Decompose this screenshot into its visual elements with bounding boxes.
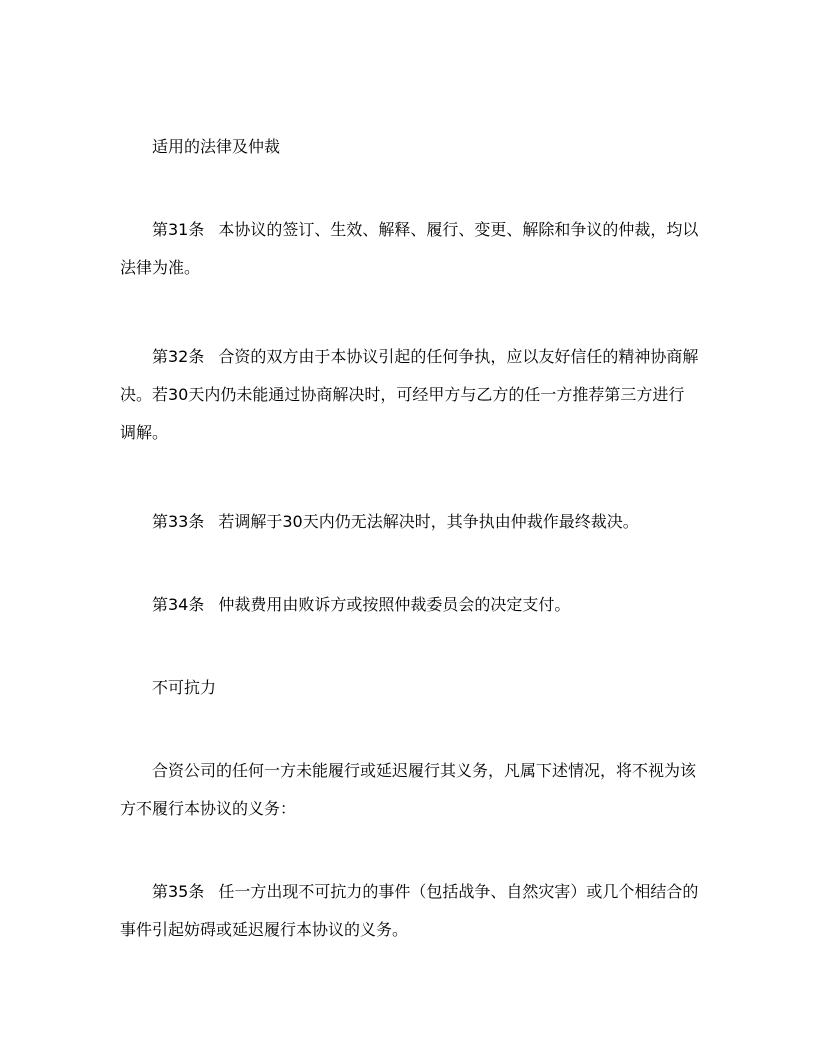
article-number: 第31条	[152, 220, 205, 239]
section-heading-force-majeure: 不可抗力	[152, 678, 217, 697]
force-majeure-intro: 合资公司的任何一方未能履行或延迟履行其义务，凡属下述情况，将不视为该方不履行本协议的义务：	[120, 761, 697, 818]
article-number: 第33条	[152, 512, 205, 531]
article-text: 仲裁费用由败诉方或按照仲裁委员会的决定支付。	[218, 595, 571, 614]
section-heading-law-arbitration: 适用的法律及仲裁	[152, 137, 281, 156]
article-text: 任一方出现不可抗力的事件（包括战争、自然灾害）或几个相结合的事件引起妨碍或延迟履行本协议的义务。	[120, 882, 699, 939]
article-number: 第34条	[152, 595, 205, 614]
article-34	[120, 586, 700, 624]
article-31	[120, 211, 700, 287]
article-32	[120, 338, 700, 452]
article-number: 第35条	[152, 882, 205, 901]
article-number: 第32条	[152, 347, 205, 366]
article-text: 合资的双方由于本协议引起的任何争执，应以友好信任的精神协商解决。若30天内仍未能通过协商解决时，可经甲方与乙方的任一方推荐第三方进行调解。	[120, 347, 699, 442]
article-33	[120, 503, 700, 541]
article-text: 本协议的签订、生效、解释、履行、变更、解除和争议的仲裁，均以法律为准。	[120, 220, 699, 277]
article-35	[120, 873, 700, 949]
article-text: 若调解于30天内仍无法解决时，其争执由仲裁作最终裁决。	[218, 512, 639, 531]
